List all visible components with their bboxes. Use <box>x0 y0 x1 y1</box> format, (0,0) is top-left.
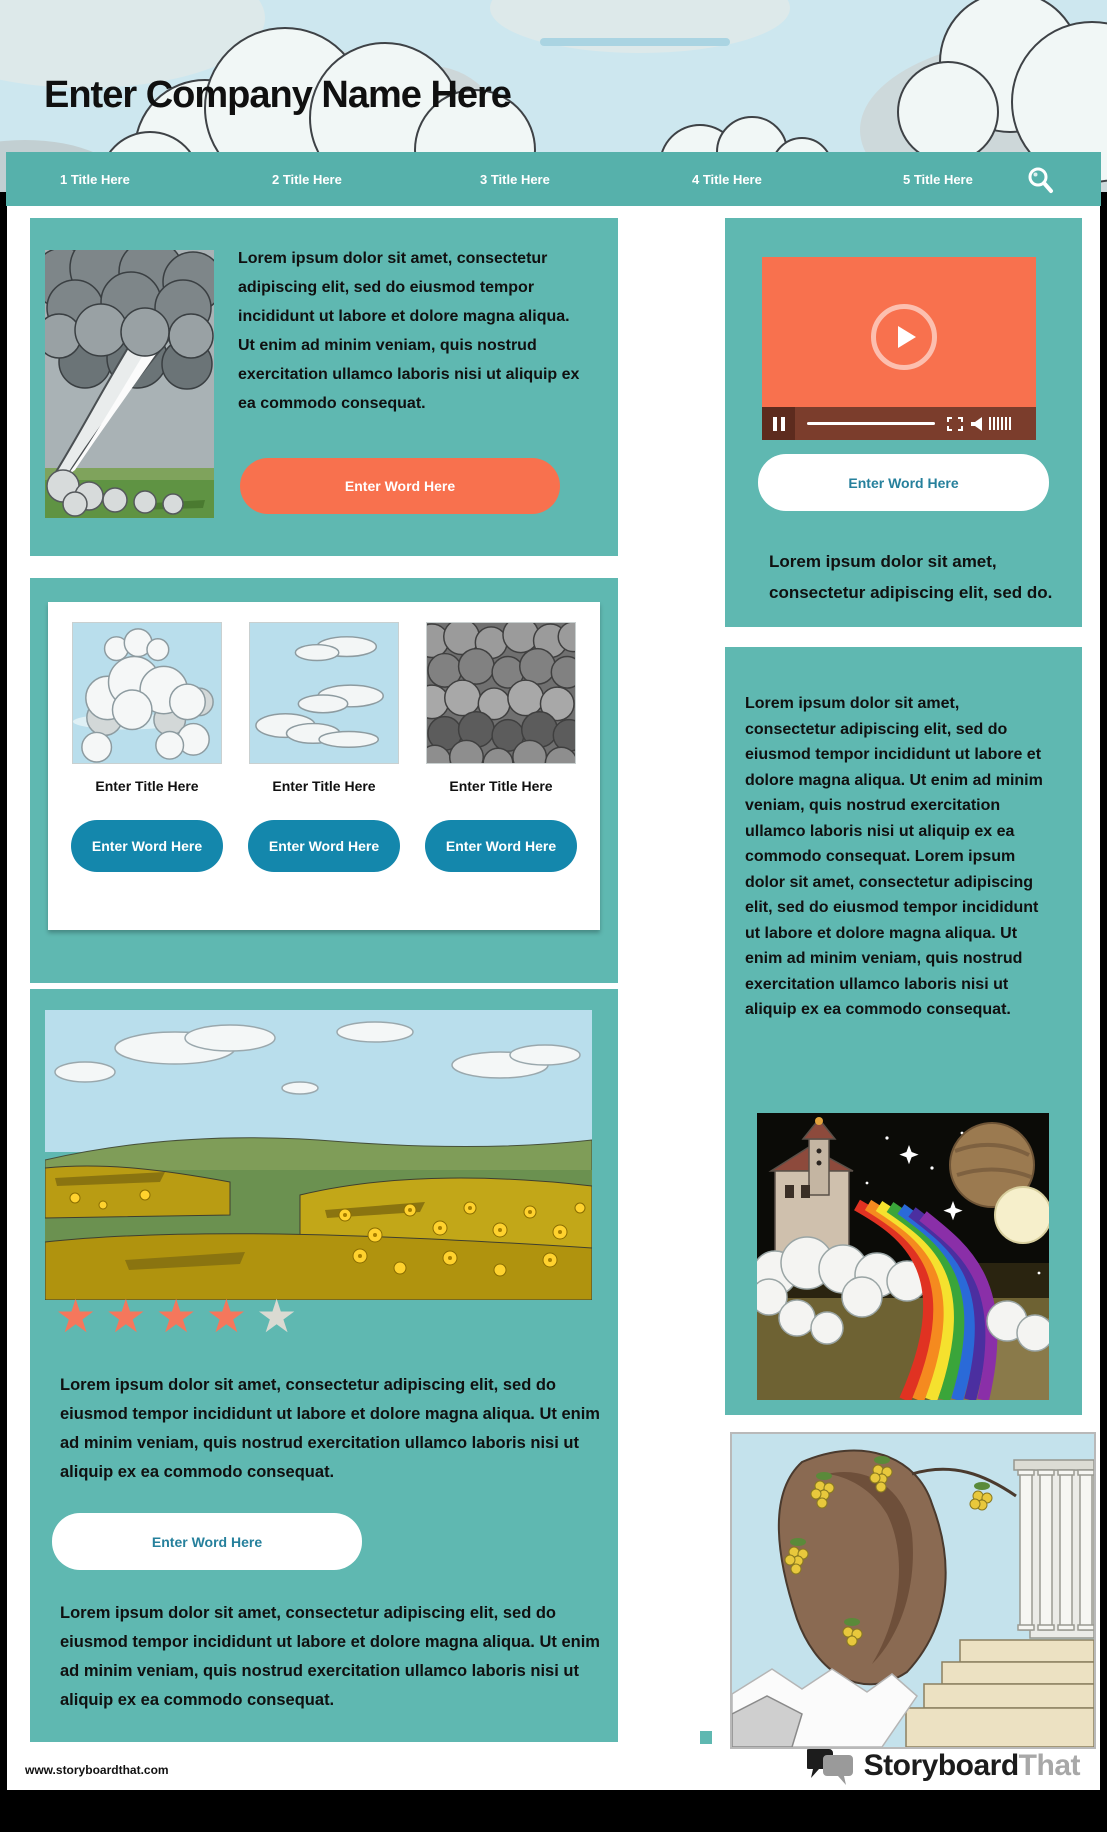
fullscreen-icon[interactable] <box>947 417 963 431</box>
rating-star: ★ <box>55 1290 106 1342</box>
nav-item-2[interactable]: 2 Title Here <box>272 171 342 187</box>
video-screen[interactable] <box>762 257 1036 407</box>
intro-panel <box>30 218 618 556</box>
nav-item-5[interactable]: 5 Title Here <box>903 171 973 187</box>
nav-item-4[interactable]: 4 Title Here <box>692 171 762 187</box>
card-1 <box>72 622 222 794</box>
rainbow-castle-image <box>757 1113 1049 1400</box>
article-text: Lorem ipsum dolor sit amet, consectetur adipiscing elit, sed do eiusmod tempor incididunt ut labore et dolore magna aliqua. Ut enim ad minim veniam, quis nostrud exercitation ullamco laboris nisi ut aliquip ex ea commodo consequat. Lorem ipsum dolor sit amet, consectetur adipiscing elit, sed do eiusmod tempor incididunt ut labore et dolore magna aliqua. Ut enim ad minim veniam, quis nostrud exercitation ullamco laboris nisi ut aliquip ex ea commodo consequat. <box>745 695 1043 1018</box>
logo-text-secondary: That <box>1018 1749 1080 1782</box>
article-panel <box>725 647 1082 1415</box>
meadow-landscape-image <box>45 1010 592 1300</box>
main-navigation <box>6 152 1101 206</box>
video-word-button[interactable]: Enter Word Here <box>758 454 1049 511</box>
volume-bars-icon[interactable] <box>989 417 1011 430</box>
card-2-word-button[interactable]: Enter Word Here <box>248 820 400 872</box>
nav-item-3[interactable]: 3 Title Here <box>480 171 550 187</box>
card-1-title: Enter Title Here <box>95 778 199 794</box>
review-paragraph-1: Lorem ipsum dolor sit amet, consectetur adipiscing elit, sed do eiusmod tempor incididunt ut labore et dolore magna aliqua. Ut enim ad minim veniam, quis nostrud exercitation ullamco laboris nisi ut aliquip ex ea commodo consequat. <box>60 1376 600 1481</box>
review-word-button[interactable]: Enter Word Here <box>52 1513 362 1570</box>
video-caption: Lorem ipsum dolor sit amet, consectetur adipiscing elit, sed do. <box>769 552 1053 602</box>
cards-white-card <box>48 602 600 930</box>
storm-clouds-image <box>426 622 576 764</box>
card-3 <box>426 622 576 794</box>
card-3-title: Enter Title Here <box>449 778 553 794</box>
ruins-garden-image <box>730 1432 1096 1749</box>
play-icon[interactable] <box>871 304 937 370</box>
rating-star: ★ <box>105 1290 156 1342</box>
search-icon[interactable] <box>1024 164 1056 196</box>
speech-bubbles-icon <box>807 1745 855 1787</box>
cumulus-clouds-image <box>72 622 222 764</box>
rating-star: ★ <box>155 1290 206 1342</box>
card-1-word-button[interactable]: Enter Word Here <box>71 820 223 872</box>
logo-wordmark <box>864 1749 1080 1783</box>
card-2 <box>249 622 399 794</box>
storyboardthat-logo[interactable] <box>807 1744 1080 1788</box>
footer-website-url: www.storyboardthat.com <box>25 1763 169 1777</box>
cards-panel <box>30 578 618 983</box>
video-progress-bar[interactable] <box>807 422 935 425</box>
company-name-title: Enter Company Name Here <box>44 74 511 116</box>
card-3-word-button[interactable]: Enter Word Here <box>425 820 577 872</box>
star-rating <box>55 1289 306 1343</box>
intro-paragraph: Lorem ipsum dolor sit amet, consectetur adipiscing elit, sed do eiusmod tempor incididunt ut labore et dolore magna aliqua. Ut enim ad minim veniam, quis nostrud exercitation ullamco laboris nisi ut aliquip ex ea commodo consequat. <box>238 250 580 412</box>
card-2-title: Enter Title Here <box>272 778 376 794</box>
review-paragraph-2: Lorem ipsum dolor sit amet, consectetur adipiscing elit, sed do eiusmod tempor incididunt ut labore et dolore magna aliqua. Ut enim ad minim veniam, quis nostrud exercitation ullamco laboris nisi ut aliquip ex ea commodo consequat. <box>60 1604 600 1709</box>
video-player <box>762 257 1036 440</box>
rating-star: ★ <box>256 1290 307 1342</box>
volume-icon[interactable] <box>971 417 984 431</box>
pause-icon[interactable] <box>762 407 795 440</box>
teal-corner-accent <box>700 1731 712 1744</box>
tornado-illustration <box>45 250 214 518</box>
video-panel <box>725 218 1082 627</box>
video-controls-bar <box>762 407 1036 440</box>
review-panel <box>30 989 618 1742</box>
intro-word-button[interactable]: Enter Word Here <box>240 458 560 514</box>
logo-text-primary: Storyboard <box>863 1749 1019 1782</box>
sky-clouds-image <box>249 622 399 764</box>
nav-item-1[interactable]: 1 Title Here <box>60 171 130 187</box>
rating-star: ★ <box>205 1290 256 1342</box>
